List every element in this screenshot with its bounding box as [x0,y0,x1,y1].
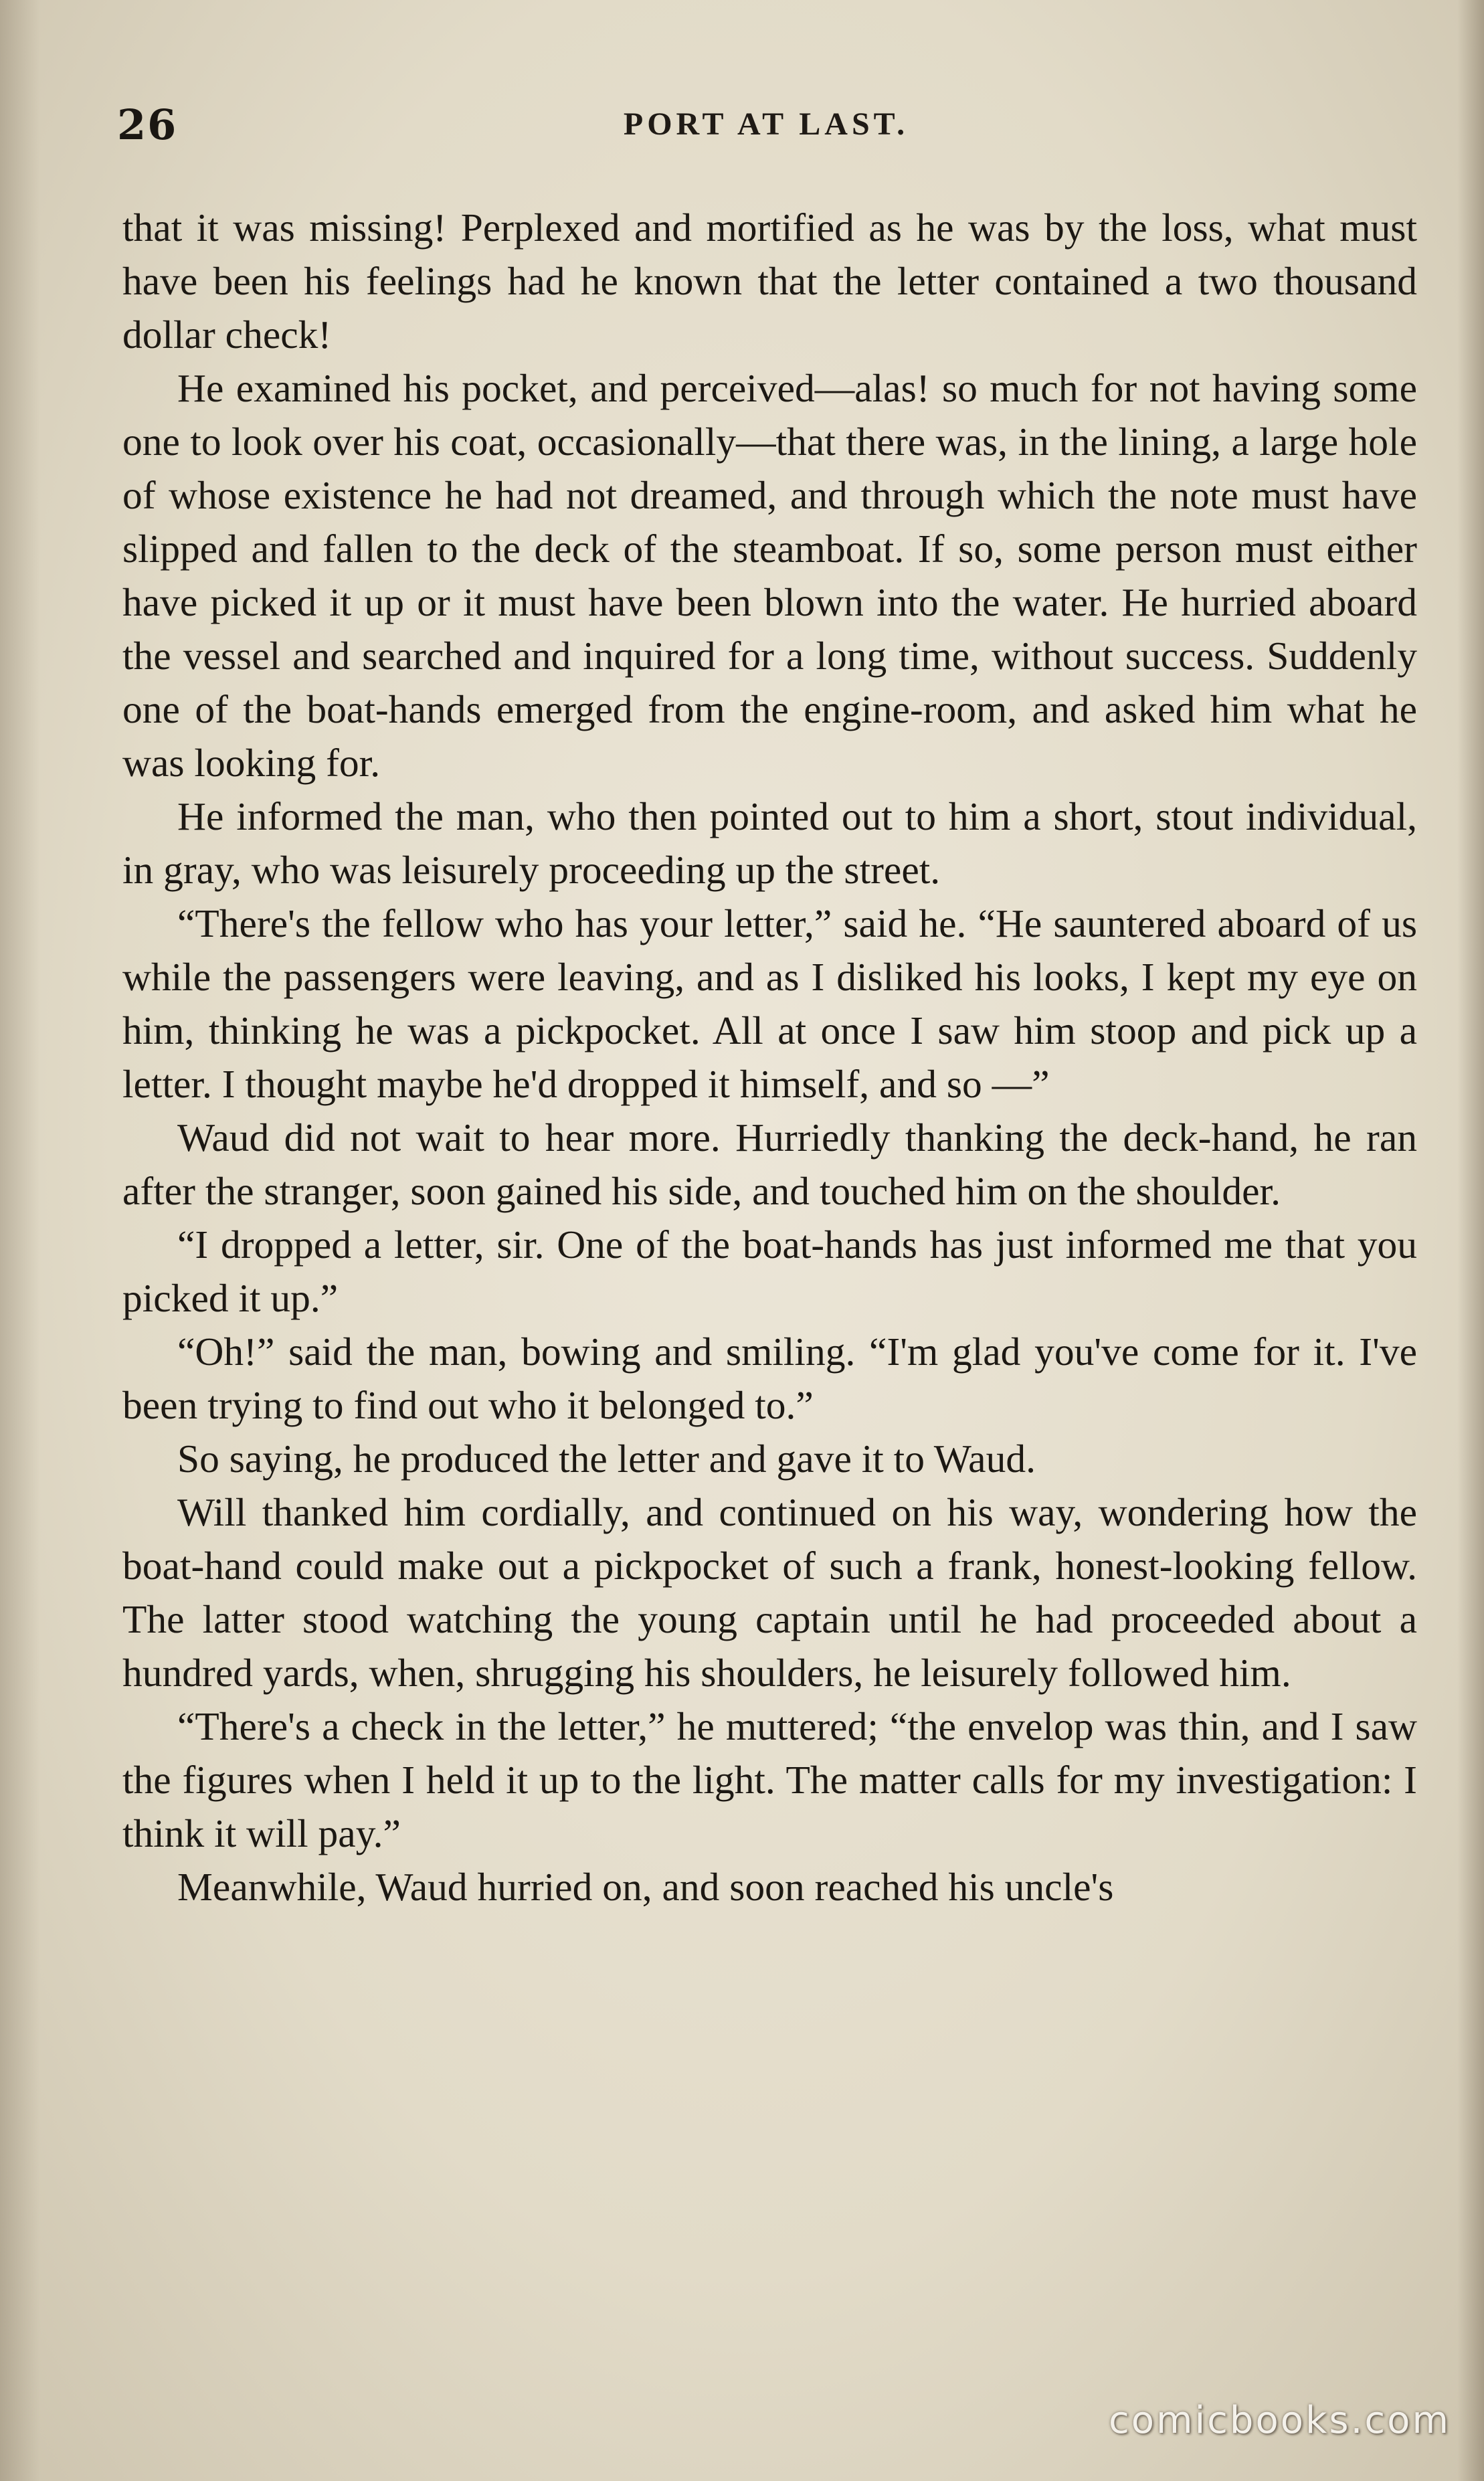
page-number: 26 [117,100,178,149]
page-header [117,100,1415,154]
paragraph: So saying, he produced the letter and gave it to Waud. [177,1437,1036,1481]
body-text [122,201,1417,1914]
paragraph: that it was missing! Perplexed and mortified as he was by the loss, what must have been his feelings had he known that the letter contained a two thousand dollar check! [122,205,1417,357]
paragraph: Will thanked him cordially, and continued on his way, wondering how the boat-hand could make out a pickpocket of such a frank, honest-looking fellow. The latter stood watching the young captain until he had proceeded about a hundred yards, when, shrugging his shoulders, he leisurely followed him. [122,1490,1417,1695]
paragraph: He informed the man, who then pointed out to him a short, stout individual, in gray, who was leisurely proceeding up the street. [122,794,1417,892]
paragraph: He examined his pocket, and perceived—alas! so much for not having some one to look over his coat, occasionally—that there was, in the lining, a large hole of whose existence he had not dreamed, and through which the note must have slipped and fallen to the deck of the steamboat. If so, some person must either have picked it up or it must have been blown into the water. He hurried aboard the vessel and searched and inquired for a long time, without success. Suddenly one of the boat-hands emerged from the engine-room, and asked him what he was looking for. [122,366,1417,785]
paragraph: “Oh!” said the man, bowing and smiling. “I'm glad you've come for it. I've been trying to find out who it belonged to.” [122,1329,1417,1427]
paragraph: Waud did not wait to hear more. Hurriedly thanking the deck-hand, he ran after the stranger, soon gained his side, and touched him on the shoulder. [122,1115,1417,1213]
running-head: PORT AT LAST. [623,106,909,142]
page-shadow-right [1457,0,1484,2481]
paragraph: “There's a check in the letter,” he muttered; “the envelop was thin, and I saw the figures when I held it up to the light. The matter calls for my investigation: I think it will pay.” [122,1704,1417,1855]
paragraph: “There's the fellow who has your letter,” said he. “He sauntered aboard of us while the passengers were leaving, and as I disliked his looks, I kept my eye on him, thinking he was a pickpocket. All at once I saw him stoop and pick up a letter. I thought maybe he'd dropped it himself, and so —” [122,901,1417,1106]
watermark: comicbooks.com [1108,2399,1451,2442]
paragraph: Meanwhile, Waud hurried on, and soon reached his uncle's [177,1865,1114,1909]
page-shadow-left [0,0,40,2481]
paragraph: “I dropped a letter, sir. One of the boat-hands has just informed me that you picked it up.” [122,1222,1417,1320]
